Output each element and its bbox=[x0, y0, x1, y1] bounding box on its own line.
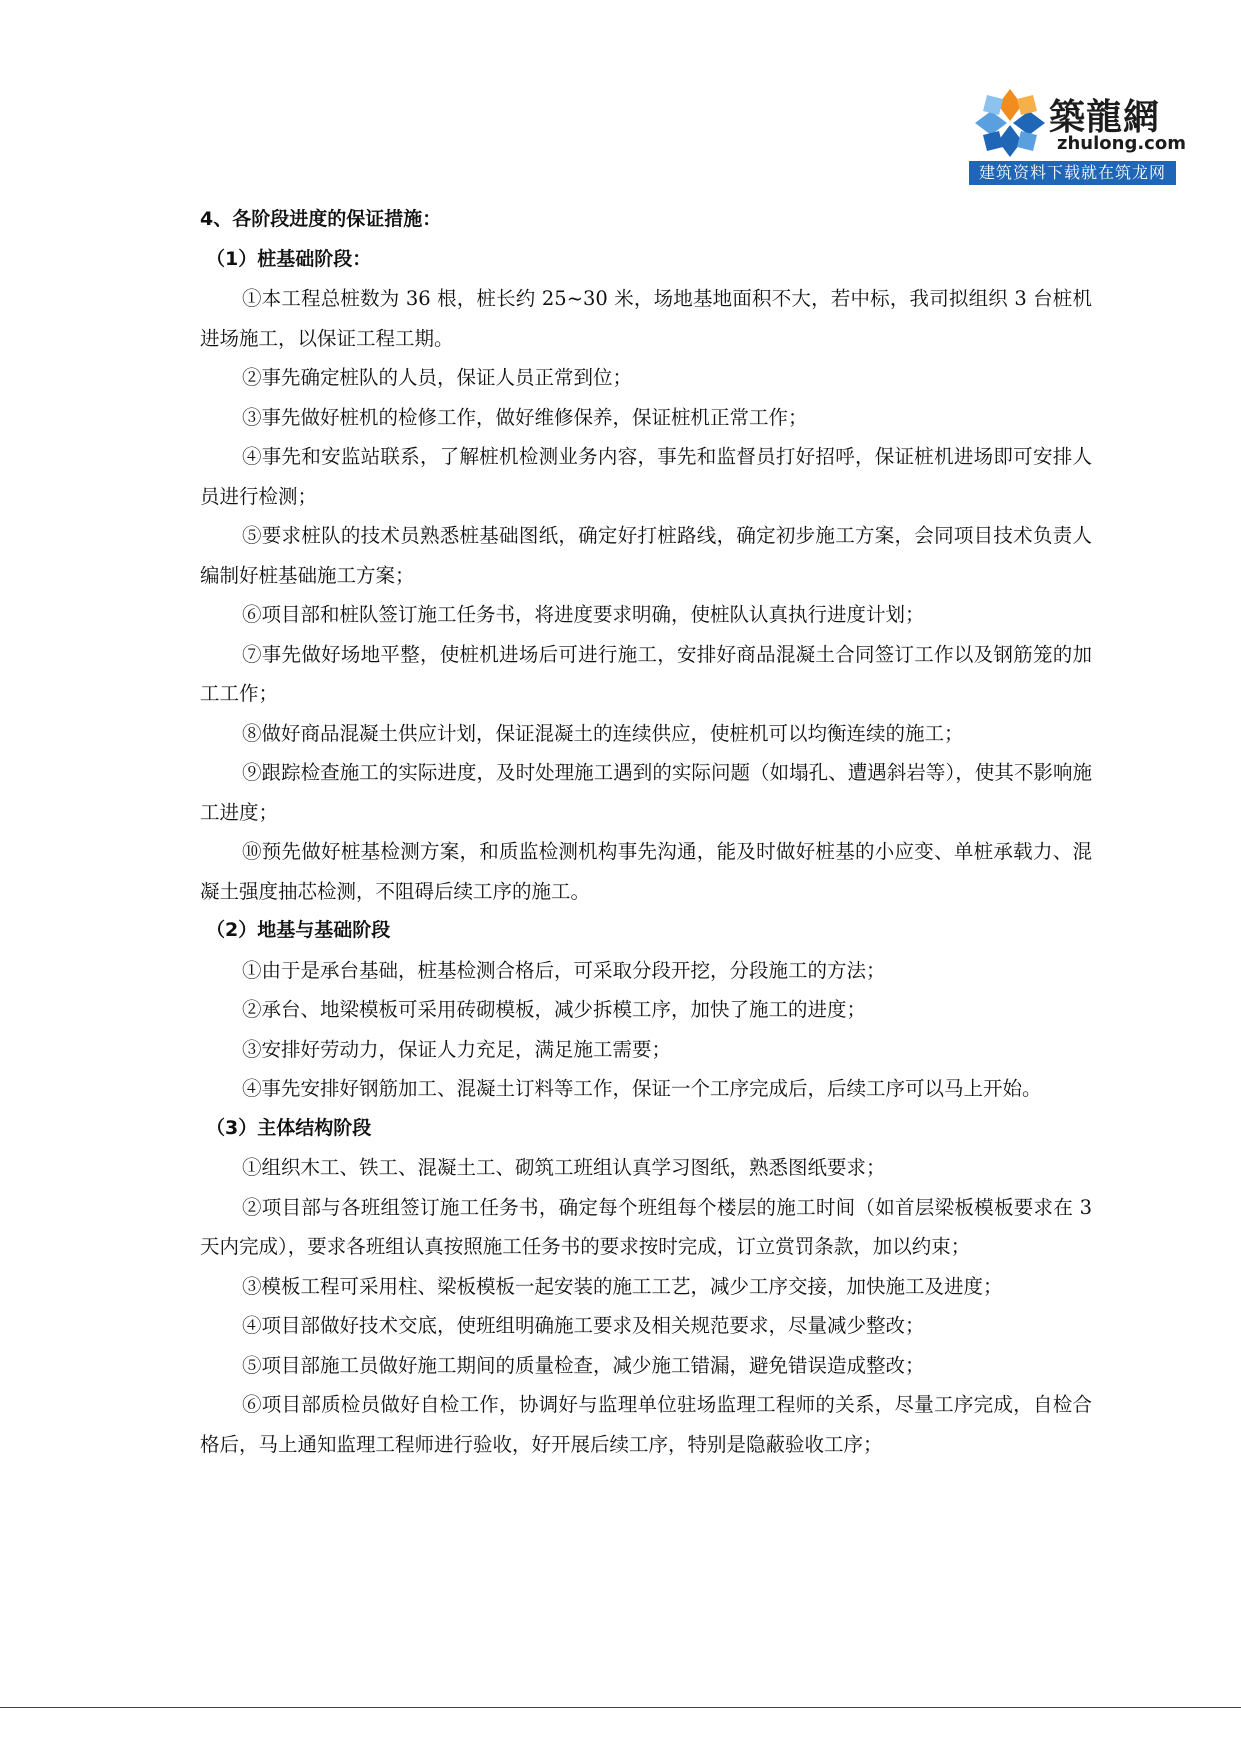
subsection-title: （1）桩基础阶段： bbox=[206, 247, 372, 270]
measure-item: ⑧做好商品混凝土供应计划，保证混凝土的连续供应，使桩机可以均衡连续的施工； bbox=[242, 721, 964, 745]
measure-item: ⑥项目部和桩队签订施工任务书，将进度要求明确，使桩队认真执行进度计划； bbox=[242, 603, 925, 626]
logo-pinwheel-icon bbox=[973, 87, 1047, 159]
subsection-title: （2）地基与基础阶段 bbox=[206, 919, 391, 941]
measure-item: ③事先做好桩机的检修工作，做好维修保养，保证桩机正常工作； bbox=[242, 405, 808, 429]
logo-banner: 建筑资料下载就在筑龙网 bbox=[969, 161, 1176, 185]
footer-divider bbox=[0, 1707, 1241, 1708]
measure-item: ②承台、地梁模板可采用砖砌模板，减少拆模工序，加快了施工的进度； bbox=[242, 998, 867, 1021]
measure-item: ⑤项目部施工员做好施工期间的质量检查，减少施工错漏，避免错误造成整改； bbox=[242, 1353, 925, 1377]
measure-item: ①由于是承台基础，桩基检测合格后，可采取分段开挖，分段施工的方法； bbox=[242, 958, 886, 982]
subsection-title: （3）主体结构阶段 bbox=[206, 1116, 372, 1139]
measure-item: ①本工程总桩数为 36 根，桩长约 25~30 米，场地基地面积不大，若中标，我司拟组织 3 台桩机进场施工，以保证工程工期。 bbox=[200, 287, 1092, 350]
measure-item: ⑨跟踪检查施工的实际进度，及时处理施工遇到的实际问题（如塌孔、遭遇斜岩等），使其不影响施工进度； bbox=[200, 761, 1092, 824]
measure-item: ①组织木工、铁工、混凝土工、砌筑工班组认真学习图纸，熟悉图纸要求； bbox=[242, 1156, 886, 1179]
measure-item: ③安排好劳动力，保证人力充足，满足施工需要； bbox=[242, 1037, 672, 1061]
logo-chinese-text: 築龍網 bbox=[1049, 96, 1161, 138]
measure-item: ②项目部与各班组签订施工任务书，确定每个班组每个楼层的施工时间（如首层梁板模板要求在 3 天内完成），要求各班组认真按照施工任务书的要求按时完成，订立赏罚条款，加以约束； bbox=[200, 1195, 1092, 1258]
logo-domain-text: zhulong.com bbox=[1057, 133, 1186, 154]
measure-item: ④事先安排好钢筋加工、混凝土订料等工作，保证一个工序完成后，后续工序可以马上开始。 bbox=[242, 1077, 1042, 1100]
measure-item: ⑦事先做好场地平整，使桩机进场后可进行施工，安排好商品混凝土合同签订工作以及钢筋笼的加工工作； bbox=[200, 642, 1092, 705]
measure-item: ⑥项目部质检员做好自检工作，协调好与监理单位驻场监理工程师的关系，尽量工序完成，自检合格后，马上通知监理工程师进行验收，好开展后续工序，特别是隐蔽验收工序； bbox=[200, 1393, 1092, 1456]
document-body bbox=[200, 200, 1092, 1464]
measure-item: ②事先确定桩队的人员，保证人员正常到位； bbox=[242, 366, 633, 389]
measure-item: ④事先和安监站联系，了解桩机检测业务内容，事先和监督员打好招呼，保证桩机进场即可安排人员进行检测； bbox=[200, 445, 1092, 508]
measure-item: ⑩预先做好桩基检测方案，和质监检测机构事先沟通，能及时做好桩基的小应变、单桩承载力、混凝土强度抽芯检测，不阻碍后续工序的施工。 bbox=[200, 840, 1092, 903]
measure-item: ③模板工程可采用柱、梁板模板一起安装的施工工艺，减少工序交接，加快施工及进度； bbox=[242, 1274, 1003, 1298]
measure-item: ⑤要求桩队的技术员熟悉桩基础图纸，确定好打桩路线，确定初步施工方案，会同项目技术负责人编制好桩基础施工方案； bbox=[200, 524, 1092, 587]
logo-header bbox=[969, 85, 1186, 159]
zhulong-logo bbox=[969, 85, 1186, 185]
section-heading: 4、各阶段进度的保证措施： bbox=[200, 208, 442, 230]
measure-item: ④项目部做好技术交底，使班组明确施工要求及相关规范要求，尽量减少整改； bbox=[242, 1314, 925, 1337]
